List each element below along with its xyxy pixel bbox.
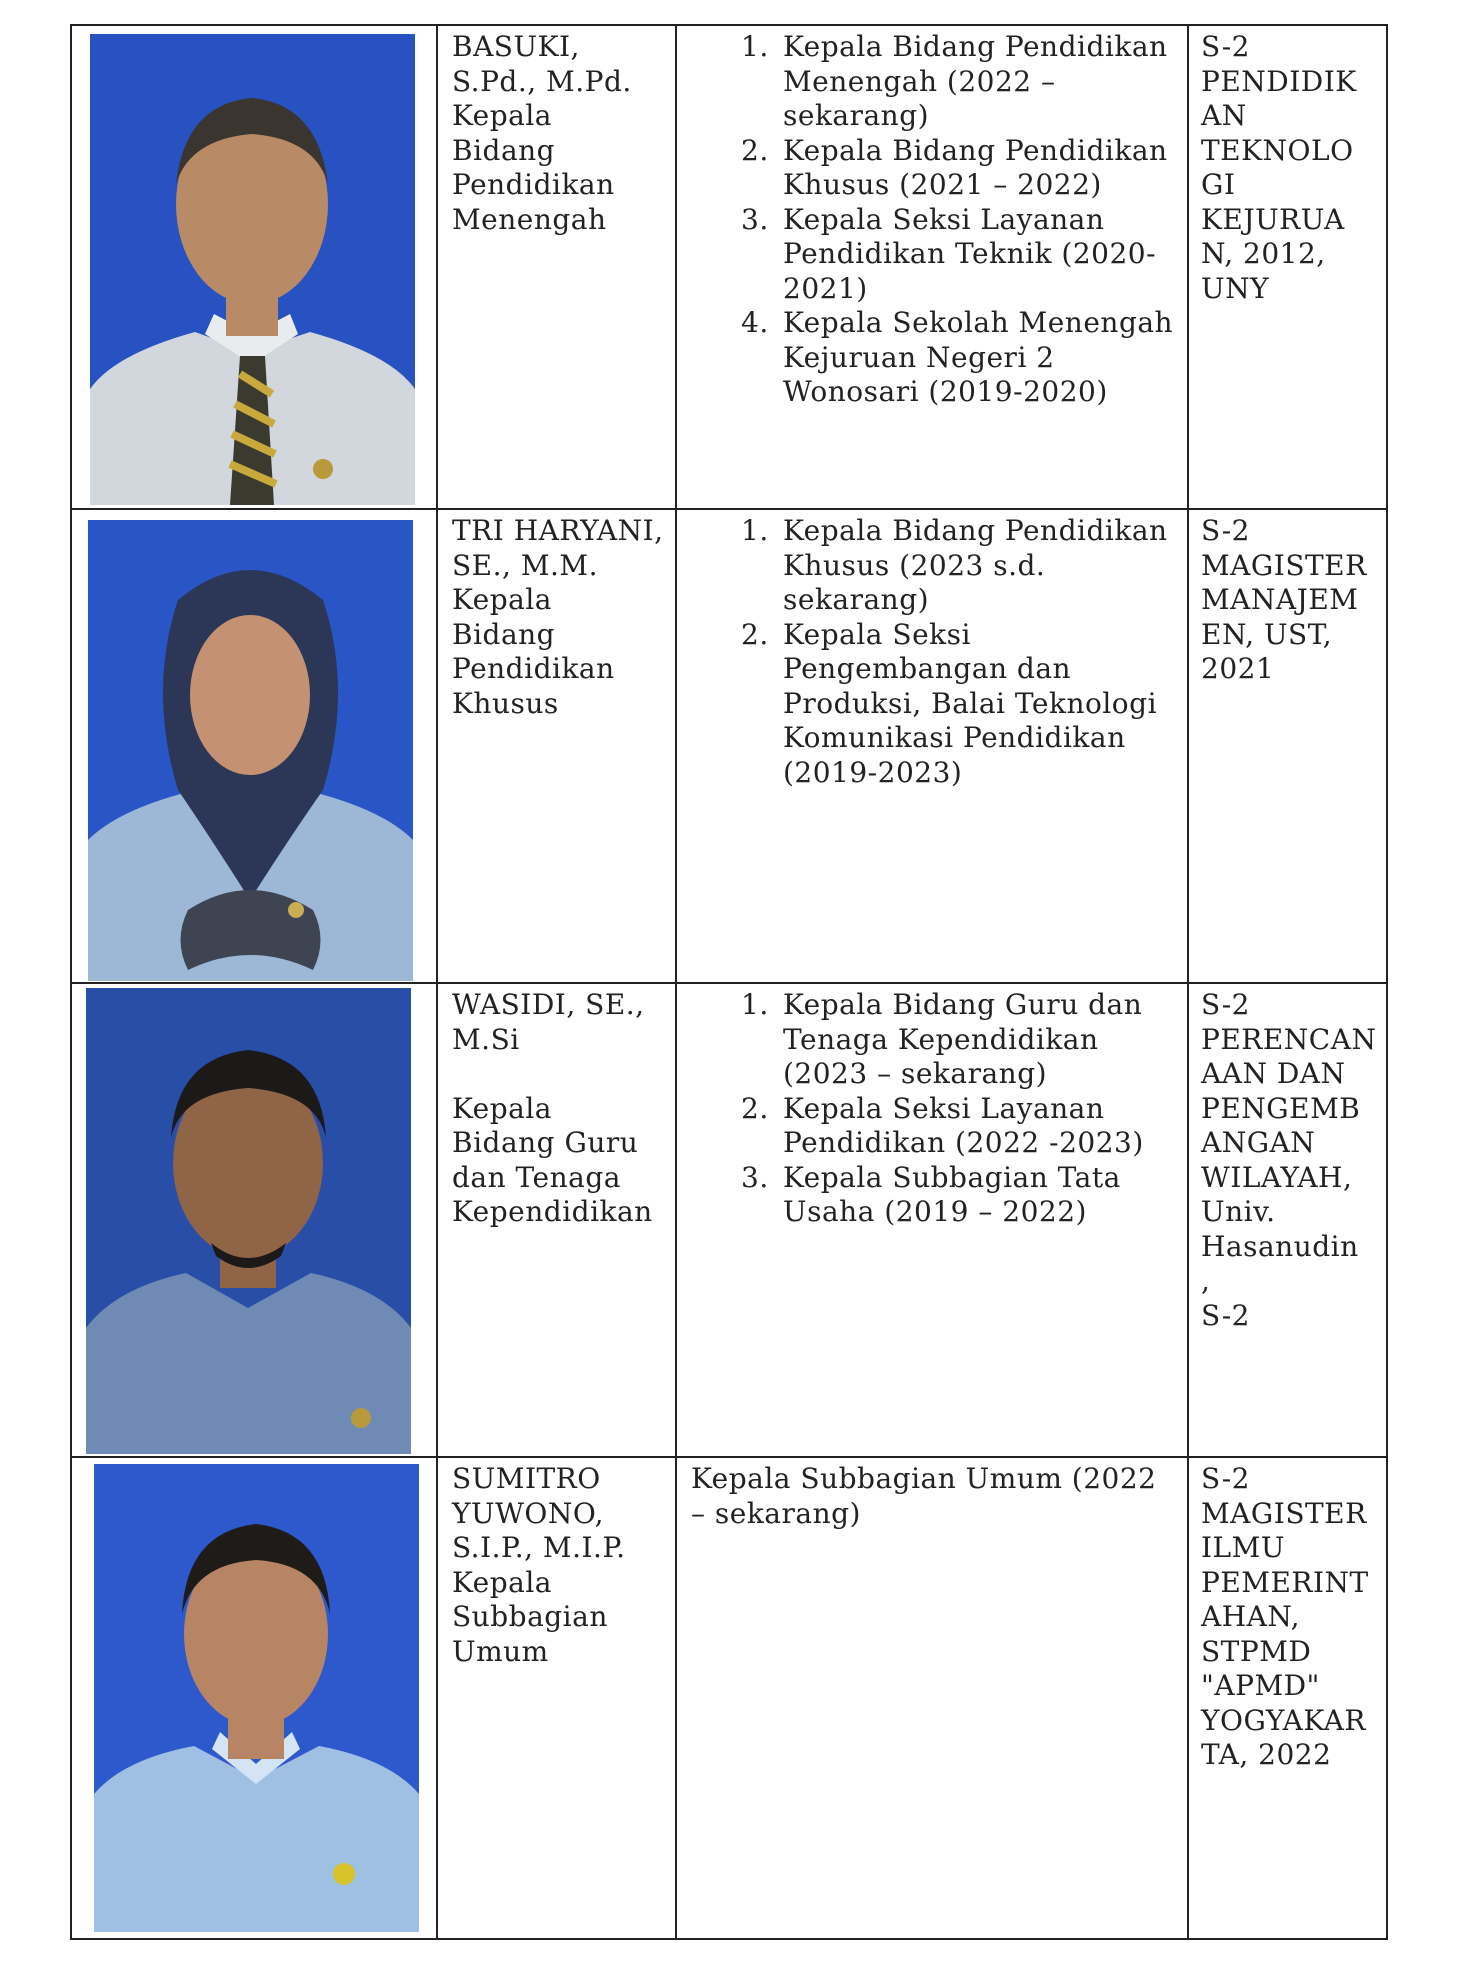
education-line: S-2 [1201, 1298, 1250, 1332]
name-line: Kepala [452, 99, 553, 132]
name-line: M.Si [452, 1022, 520, 1056]
item-text: Kepala Seksi Pengembangan dan Produksi, Balai Teknologi Komunikasi Pendidikan (2019-2023) [783, 617, 1158, 789]
education-line: TA, 2022 [1201, 1738, 1332, 1771]
education-line: MAGISTER [1201, 1496, 1367, 1530]
education-line: PEMERINT [1201, 1565, 1369, 1599]
item-number: 2. [741, 1091, 769, 1125]
name-line: Kependidikan [452, 1195, 653, 1228]
career-history-cell [676, 509, 1188, 983]
blank-line [452, 1057, 665, 1092]
education-line: EN, UST, [1201, 617, 1333, 651]
education-line: ILMU [1201, 1531, 1285, 1564]
portrait-photo [88, 520, 413, 981]
item-text: Kepala Seksi Layanan Pendidikan (2022 -2023) [783, 1091, 1144, 1159]
photo-cell [71, 1457, 437, 1939]
education-cell [1188, 983, 1387, 1457]
career-list [691, 514, 1175, 790]
education-cell [1188, 1457, 1387, 1939]
name-line: SE., M.M. [452, 548, 598, 582]
name-line: WASIDI, SE., [452, 988, 645, 1021]
education-line: PERENCAN [1201, 1022, 1377, 1056]
officials-table [70, 24, 1388, 1940]
item-text: Kepala Bidang Pendidikan Khusus (2021 – 2022) [783, 133, 1168, 201]
photo-cell [71, 983, 437, 1457]
education-line: KEJURUA [1201, 202, 1345, 236]
item-number: 1. [741, 988, 769, 1021]
item-number: 1. [741, 30, 769, 63]
name-line: S.I.P., M.I.P. [452, 1531, 626, 1564]
item-number: 4. [741, 306, 769, 339]
education-line: AHAN, [1201, 1600, 1300, 1633]
education-line: STPMD [1201, 1634, 1312, 1668]
education-line: GI [1201, 168, 1236, 201]
name-line: Umum [452, 1634, 549, 1668]
name-line: Bidang [452, 133, 556, 167]
name-line: Kepala [452, 1091, 553, 1125]
item-text: Kepala Bidang Guru dan Tenaga Kependidikan (2023 – sekarang) [783, 988, 1143, 1090]
education-line: ANGAN [1201, 1126, 1316, 1159]
name-title-cell [437, 983, 676, 1457]
name-line: TRI HARYANI, [452, 514, 664, 547]
education-line: UNY [1201, 271, 1270, 305]
item-text: Kepala Seksi Layanan Pendidikan Teknik (2020-2021) [783, 202, 1157, 305]
photo-cell [71, 25, 437, 509]
education-line: YOGYAKAR [1201, 1703, 1366, 1737]
item-number: 1. [741, 514, 769, 547]
career-history-cell [676, 983, 1188, 1457]
education-cell [1188, 509, 1387, 983]
item-number: 2. [741, 133, 769, 167]
education-line: Univ. [1201, 1195, 1276, 1228]
career-list [691, 30, 1175, 410]
table-row [71, 983, 1387, 1457]
name-line: YUWONO, [452, 1496, 605, 1530]
career-text: Kepala Subbagian Umum (2022 – sekarang) [691, 1462, 1157, 1530]
name-title-cell [437, 1457, 676, 1939]
list-item [691, 1092, 1175, 1161]
list-item [691, 30, 1175, 134]
education-line: S-2 [1201, 988, 1250, 1021]
education-line: MANAJEM [1201, 583, 1359, 616]
education-line: PENGEMB [1201, 1091, 1361, 1125]
portrait-photo [94, 1464, 419, 1932]
education-line: WILAYAH, [1201, 1160, 1353, 1194]
table-row [71, 25, 1387, 509]
name-line: Subbagian [452, 1600, 608, 1633]
education-line: Hasanudin [1201, 1229, 1359, 1263]
name-line: S.Pd., M.Pd. [452, 64, 632, 98]
item-text: Kepala Subbagian Tata Usaha (2019 – 2022) [783, 1160, 1121, 1228]
portrait-photo [90, 34, 415, 505]
name-line: BASUKI, [452, 30, 580, 63]
item-text: Kepala Bidang Pendidikan Menengah (2022 – sekarang) [783, 30, 1168, 132]
name-title-cell [437, 509, 676, 983]
name-line: Pendidikan [452, 652, 615, 685]
education-line: AAN DAN [1201, 1057, 1346, 1090]
list-item [691, 306, 1175, 410]
education-line: N, 2012, [1201, 237, 1326, 270]
name-line: Kepala [452, 1565, 553, 1599]
name-title-cell [437, 25, 676, 509]
name-line: Pendidikan [452, 168, 615, 201]
career-list [691, 988, 1175, 1230]
name-line: Kepala [452, 583, 553, 616]
name-line: Menengah [452, 202, 607, 236]
list-item [691, 134, 1175, 203]
list-item [691, 514, 1175, 618]
portrait-photo [86, 988, 411, 1454]
career-history-cell [676, 25, 1188, 509]
item-text: Kepala Bidang Pendidikan Khusus (2023 s.d. sekarang) [783, 514, 1168, 616]
name-line: dan Tenaga [452, 1160, 621, 1194]
career-history-cell [676, 1457, 1188, 1939]
name-line: Bidang Guru [452, 1126, 639, 1159]
item-number: 3. [741, 202, 769, 236]
education-line: , [1201, 1264, 1211, 1297]
education-line: S-2 [1201, 1462, 1250, 1495]
education-cell [1188, 25, 1387, 509]
item-number: 2. [741, 617, 769, 651]
education-line: TEKNOLO [1201, 133, 1354, 167]
table-row [71, 1457, 1387, 1939]
list-item [691, 988, 1175, 1092]
photo-cell [71, 509, 437, 983]
name-line: Bidang [452, 617, 556, 651]
name-line: Khusus [452, 686, 559, 720]
education-line: PENDIDIK [1201, 64, 1357, 98]
education-line: MAGISTER [1201, 548, 1367, 582]
education-line: S-2 [1201, 514, 1250, 547]
table-row [71, 509, 1387, 983]
education-line: AN [1201, 99, 1247, 132]
education-line: S-2 [1201, 30, 1250, 63]
name-line: SUMITRO [452, 1462, 601, 1495]
item-number: 3. [741, 1160, 769, 1194]
list-item [691, 1161, 1175, 1230]
list-item [691, 203, 1175, 307]
item-text: Kepala Sekolah Menengah Kejuruan Negeri 2 Wonosari (2019-2020) [783, 306, 1174, 408]
education-line: 2021 [1201, 652, 1275, 685]
list-item [691, 618, 1175, 791]
education-line: "APMD" [1201, 1669, 1320, 1702]
